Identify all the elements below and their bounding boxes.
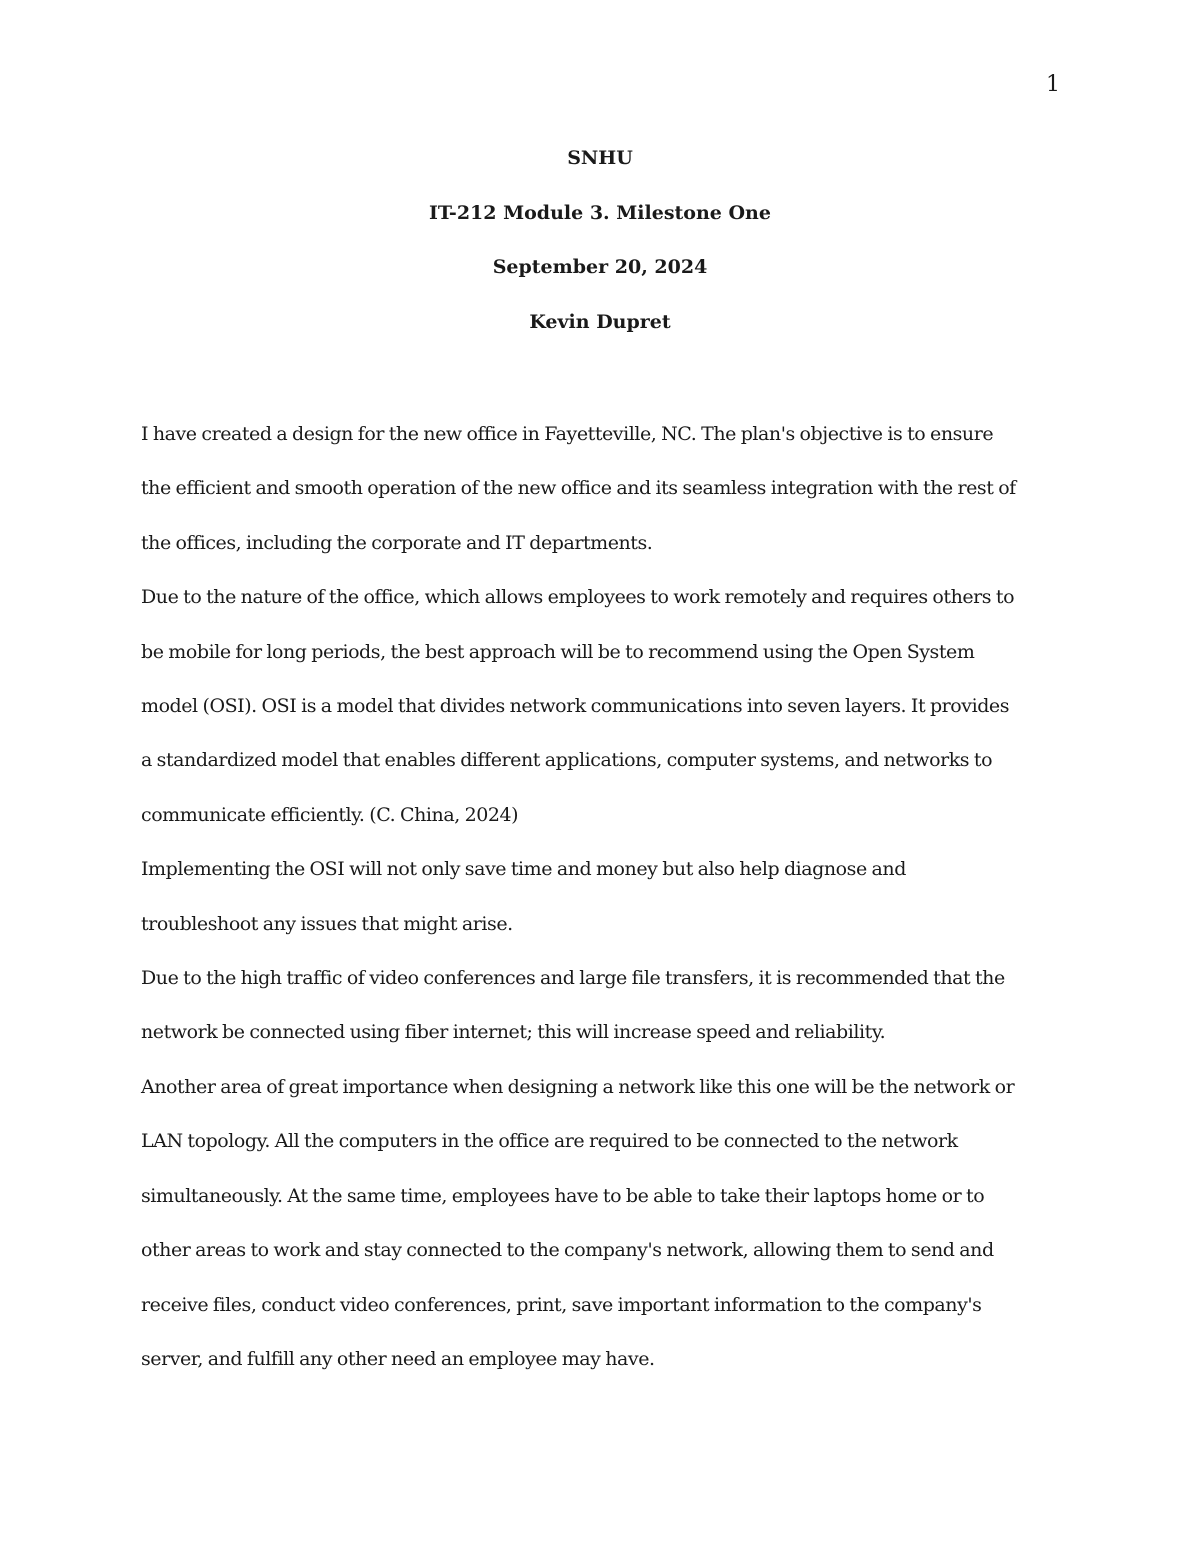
document-date: September 20, 2024 bbox=[492, 256, 708, 278]
text-line: simultaneously. At the same time, employees have to be able to take their laptops home or to bbox=[141, 1184, 985, 1207]
text-line: other areas to work and stay connected to the company's network, allowing them to send and bbox=[141, 1239, 994, 1262]
paragraph bbox=[141, 407, 1061, 570]
paragraph bbox=[141, 842, 1061, 951]
institution-name: SNHU bbox=[567, 147, 633, 169]
text-line: network be connected using fiber internet; this will increase speed and reliability. bbox=[141, 1021, 886, 1044]
text-line: be mobile for long periods, the best approach will be to recommend using the Open System bbox=[141, 640, 975, 663]
text-line: communicate efficiently. (C. China, 2024) bbox=[141, 803, 519, 826]
text-line: model (OSI). OSI is a model that divides network communications into seven layers. It provides bbox=[141, 695, 1010, 718]
text-line: Due to the high traffic of video conferences and large file transfers, it is recommended that the bbox=[141, 967, 1005, 990]
author-name: Kevin Dupret bbox=[529, 310, 671, 333]
paragraph bbox=[141, 951, 1061, 1060]
text-line: receive files, conduct video conferences, print, save important information to the company's bbox=[141, 1293, 982, 1316]
text-line: the offices, including the corporate and IT departments. bbox=[141, 531, 653, 554]
paragraph bbox=[141, 1060, 1061, 1386]
text-line: I have created a design for the new office in Fayetteville, NC. The plan's objective is to ensure bbox=[141, 423, 994, 445]
text-line: Due to the nature of the office, which allows employees to work remotely and requires others to bbox=[141, 586, 1015, 609]
body-text bbox=[141, 407, 1061, 1386]
text-line: troubleshoot any issues that might arise. bbox=[141, 912, 513, 935]
text-line: LAN topology. All the computers in the office are required to be connected to the network bbox=[141, 1130, 958, 1153]
course-title: IT-212 Module 3. Milestone One bbox=[429, 201, 771, 224]
paragraph bbox=[141, 570, 1061, 842]
text-line: the efficient and smooth operation of the new office and its seamless integration with the rest of bbox=[141, 477, 1016, 500]
text-line: Another area of great importance when designing a network like this one will be the network or bbox=[141, 1075, 1015, 1098]
text-line: server, and fulfill any other need an employee may have. bbox=[141, 1347, 655, 1370]
page-number: 1 bbox=[1046, 72, 1060, 97]
title-block bbox=[0, 140, 1200, 358]
text-line: a standardized model that enables different applications, computer systems, and networks to bbox=[141, 749, 993, 772]
text-line: Implementing the OSI will not only save time and money but also help diagnose and bbox=[141, 858, 906, 881]
